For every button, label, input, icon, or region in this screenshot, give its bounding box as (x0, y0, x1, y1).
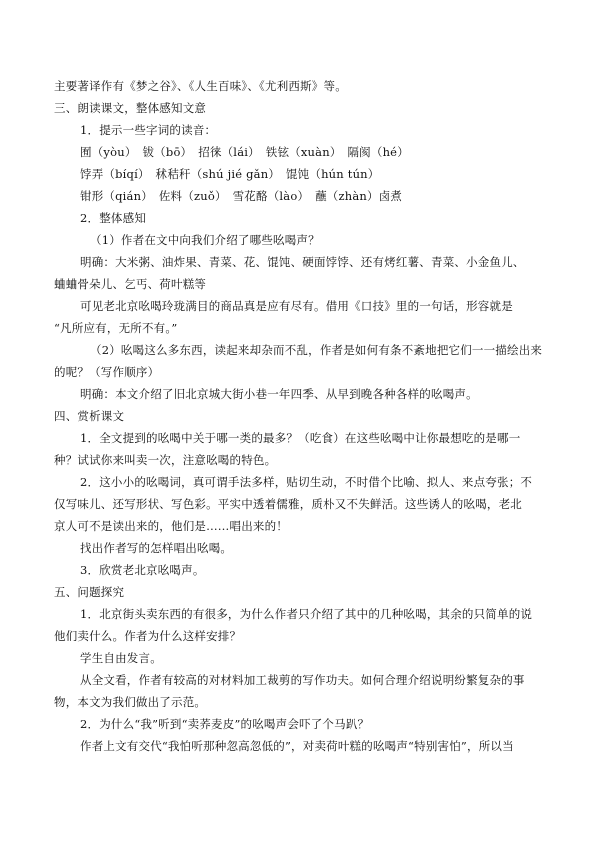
question-line: （2）吆喝这么多东西，读起来却杂而不乱，作者是如何有条不紊地把它们一一描绘出来 (90, 343, 543, 357)
question-line: 2．这小小的吆喝词，真可谓手法多样，贴切生动，不时借个比喻、拟人、来点夸张；不 (80, 475, 533, 489)
text-line: 作者上文有交代“我怕听那种忽高忽低的”，对卖荷叶糕的吆喝声“特别害怕”，所以当 (80, 739, 514, 753)
text-line: 2．整体感知 (80, 211, 147, 225)
pronunciation-line: 囿（yòu） 钹（bō） 招徕（lái） 铁铉（xuàn） 隔阂（hé） (80, 145, 409, 159)
question-line: 1．北京街头卖东西的有很多，为什么作者只介绍了其中的几种吆喝，其余的只简单的说 (80, 607, 533, 621)
text-line: 找出作者写的怎样唱出吆喝。 (80, 541, 233, 555)
text-line: 明确：大米粥、油炸果、青菜、花、馄饨、硬面饽饽、还有烤红薯、青菜、小金鱼儿、 (80, 255, 525, 269)
question-line: 1．全文提到的吆喝中关于哪一类的最多？（吃食）在这些吆喝中让你最想吃的是哪一 (80, 431, 521, 445)
section-heading: 四、赏析课文 (54, 409, 125, 423)
text-line: 从全文看，作者有较高的对材料加工裁剪的写作功夫。如何合理介绍说明纷繁复杂的事 (80, 673, 525, 687)
text-line: 物，本文为我们做出了示范。 (54, 695, 207, 709)
section-heading: 三、朗读课文，整体感知文意 (54, 101, 207, 115)
text-line: 3．欣赏老北京吆喝声。 (80, 563, 205, 577)
text-line: 可见老北京吆喝玲珑满目的商品真是应有尽有。借用《口技》里的一句话，形容就是 (80, 299, 513, 313)
text-line: 1．提示一些字词的读音： (80, 123, 217, 137)
text-line: “凡所应有，无所不有。” (54, 321, 178, 335)
text-line: 种？试试你来叫卖一次，注意吆喝的特色。 (54, 453, 277, 467)
text-line: 仅写味儿、还写形状、写色彩。平实中透着儒雅，质朴又不失鲜活。这些诱人的吆喝，老北 (54, 497, 522, 511)
text-line: 主要著译作有《梦之谷》、《人生百味》、《尤利西斯》等。 (54, 79, 347, 93)
question-line: （1）作者在文中向我们介绍了哪些吆喝声？ (90, 233, 320, 247)
text-line: 蛐蛐骨朵儿、乞丐、荷叶糕等 (54, 277, 207, 291)
text-line: 他们卖什么。作者为什么这样安排？ (54, 629, 242, 643)
text-line: 明确：本文介绍了旧北京城大街小巷一年四季、从早到晚各种各样的吆喝声。 (80, 387, 478, 401)
text-line: 的呢？（写作顺序） (54, 365, 160, 379)
text-line: 学生自由发言。 (80, 651, 162, 665)
section-heading: 五、问题探究 (54, 585, 125, 599)
pronunciation-line: 饽弄（bíqí） 秫秸秆（shú jié gǎn） 馄饨（hún tún） (80, 167, 380, 181)
text-line: 京人可不是读出来的，他们是……唱出来的！ (54, 519, 288, 533)
question-line: 2．为什么“我”听到“卖荞麦皮”的吆喝声会吓了个马趴？ (80, 717, 370, 731)
pronunciation-line: 钳形（qián） 佐料（zuǒ） 雪花酪（lào） 蘸（zhàn）卤煮 (80, 189, 403, 203)
